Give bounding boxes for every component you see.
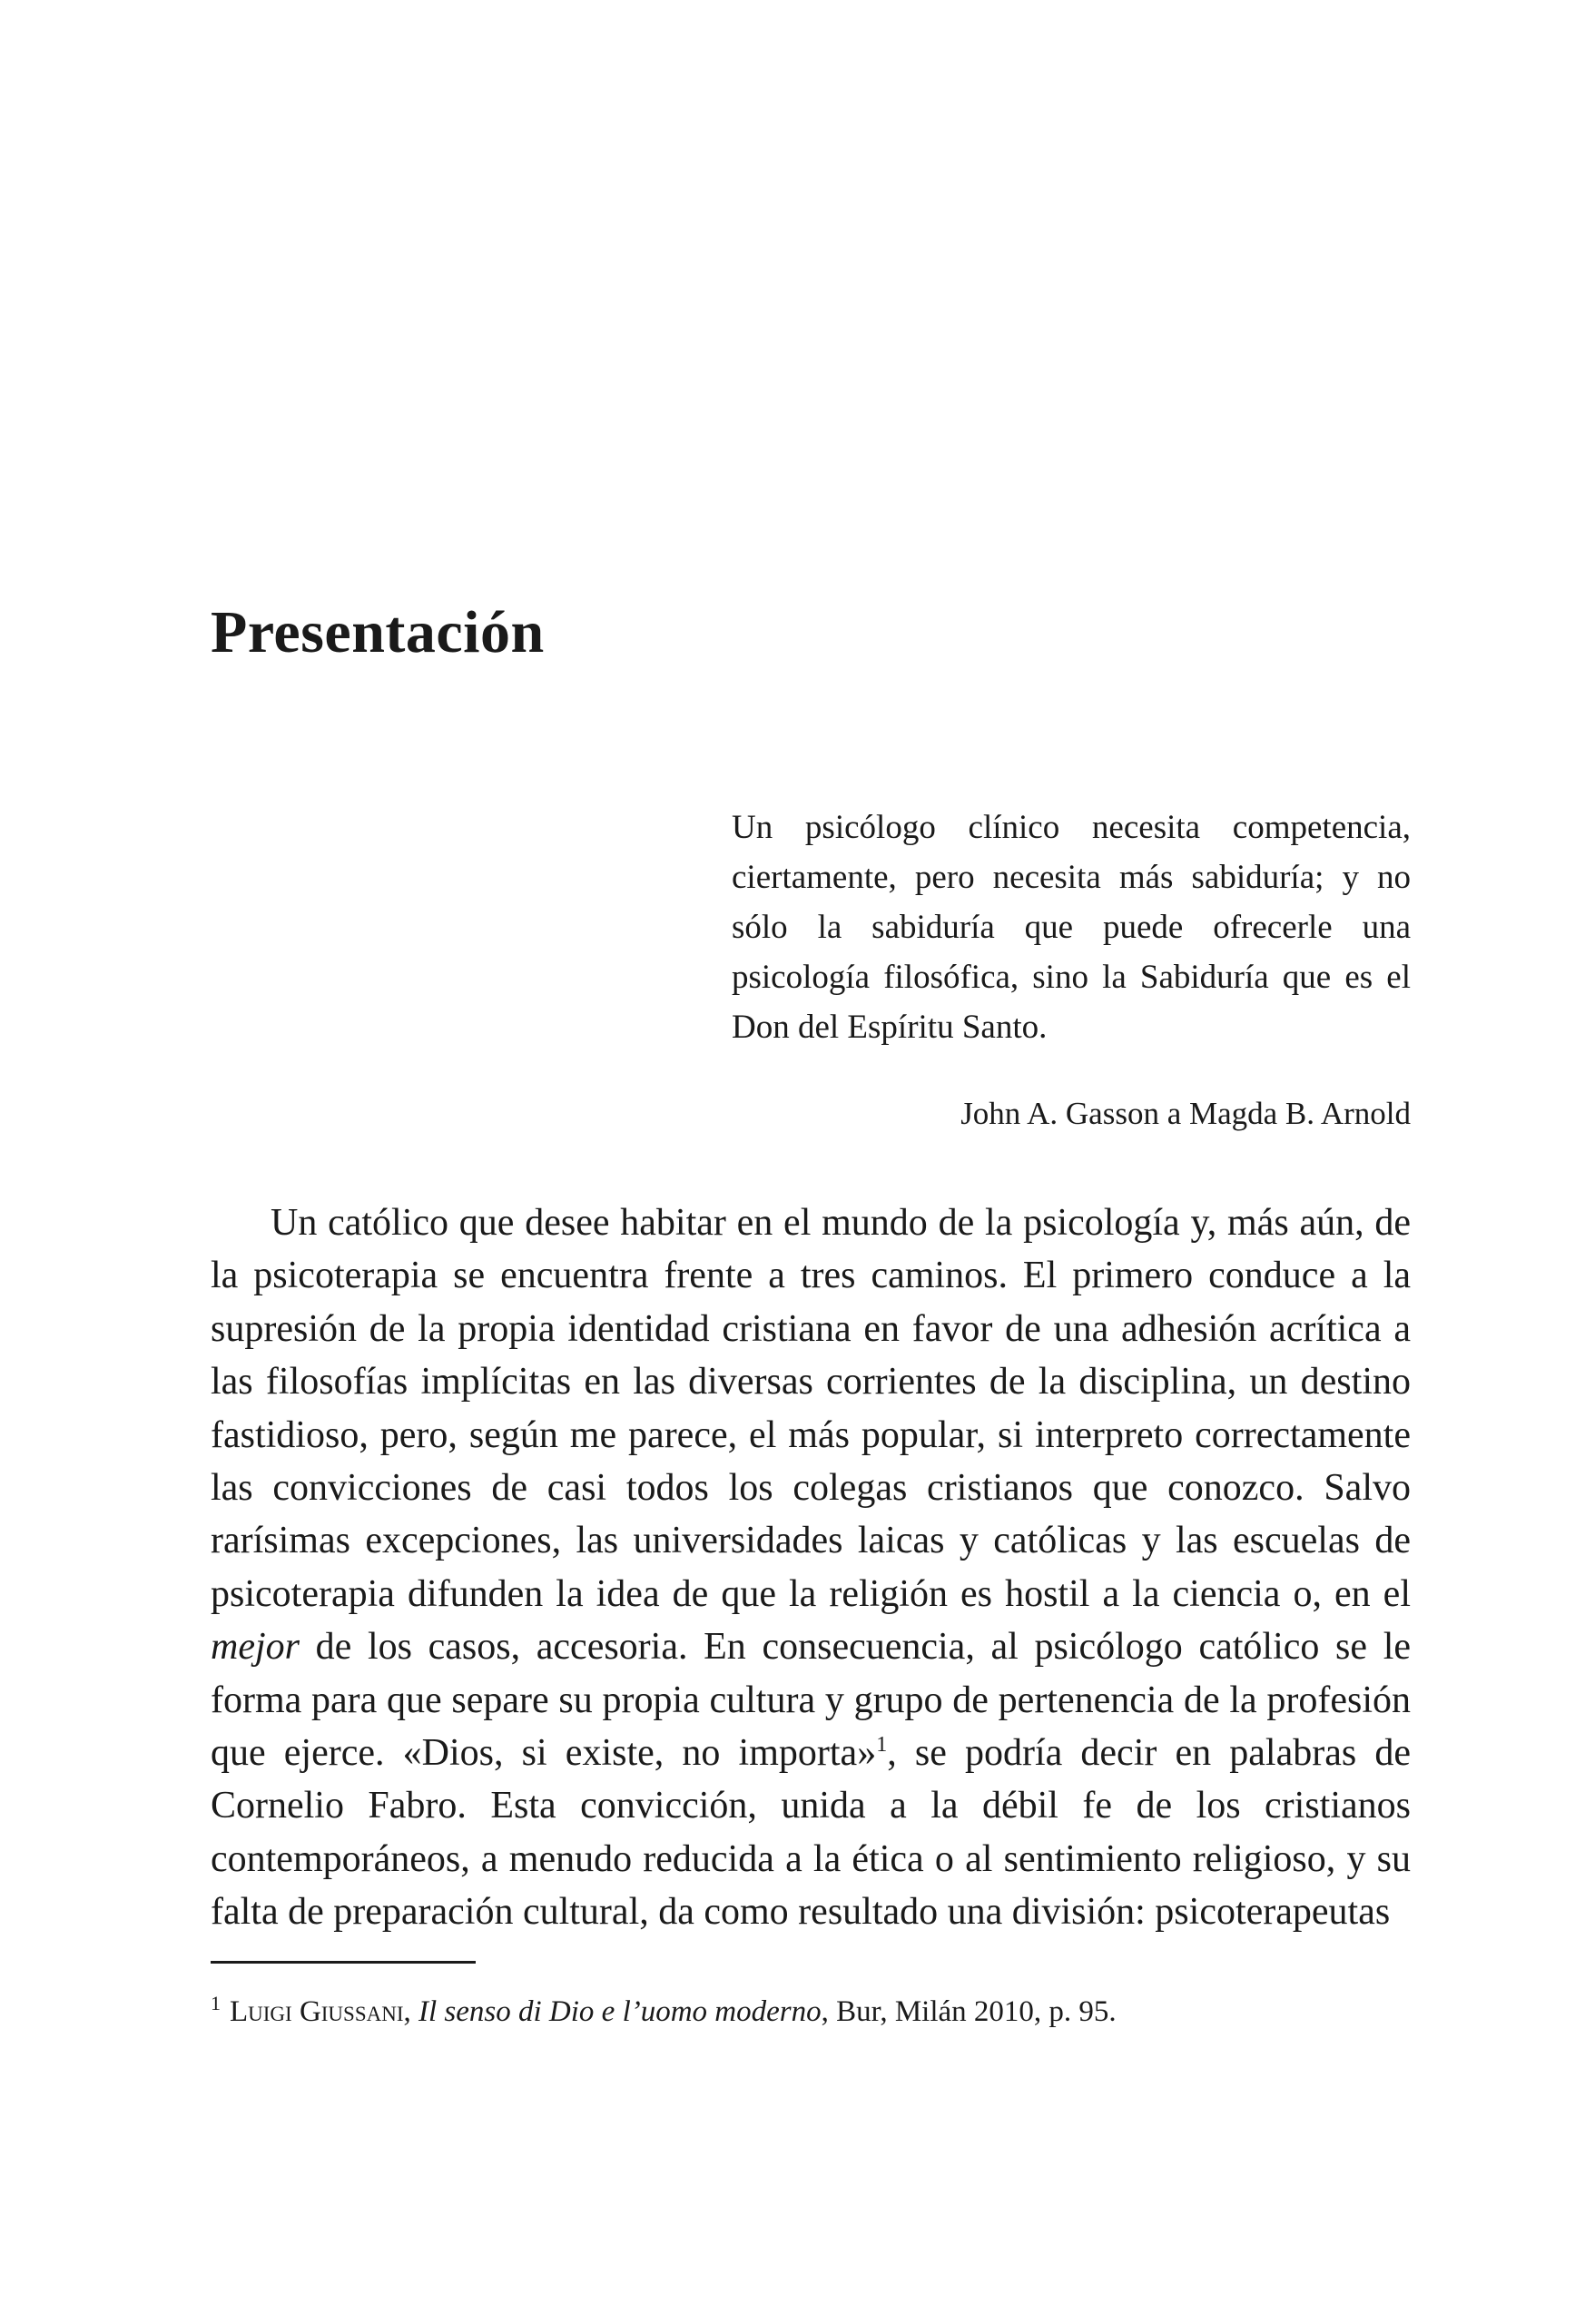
footnote bbox=[211, 1992, 1411, 2032]
footnote-work-title: Il senso di Dio e l’uomo moderno bbox=[418, 1995, 822, 2028]
body-text-part3: , se podría decir en palabras de Cornelio Fabro. Esta convicción, unida a la débil fe de los cristianos contemporáneos, a menudo reducida a la ética o al sentimiento religioso, y su falta de preparación cultural, da como resultado una división: psicoterapeutas bbox=[211, 1732, 1411, 1934]
body-paragraph bbox=[211, 1196, 1411, 1939]
footnote-details: , Bur, Milán 2010, p. 95. bbox=[821, 1995, 1117, 2028]
body-text-part2: de los casos, accesoria. En consecuencia, al psicólogo católico se le forma para que separe su propia cultura y grupo de pertenencia de la profesión que ejerce. «Dios, si existe, no importa» bbox=[211, 1626, 1411, 1775]
footnote-author-separator: , bbox=[403, 1995, 419, 2028]
footnote-author: Luigi Giussani bbox=[230, 1995, 404, 2028]
footnote-number: 1 bbox=[211, 1992, 221, 2014]
footnote-reference: 1 bbox=[876, 1733, 888, 1758]
page-title: Presentación bbox=[211, 599, 545, 665]
body-text-part1: Un católico que desee habitar en el mundo de la psicología y, más aún, de la psicoterapia se encuentra frente a tres caminos. El primero conduce a la supresión de la propia identidad cristiana en favor de una adhesión acrítica a las filosofías implícitas en las diversas corrientes de la disciplina, un destino fastidioso, pero, según me parece, el más popular, si interpreto correctamente las convicciones de casi todos los colegas cristianos que conozco. Salvo rarísimas excepciones, las universidades laicas y católicas y las escuelas de psicoterapia difunden la idea de que la religión es hostil a la ciencia o, en el bbox=[211, 1202, 1411, 1615]
epigraph-quote: Un psicólogo clínico necesita competencia, ciertamente, pero necesita más sabiduría; y no sólo la sabiduría que puede ofrecerle una psicología filosófica, sino la Sabiduría que es el Don del Espíritu Santo. bbox=[732, 809, 1411, 1046]
footnote-separator bbox=[211, 1961, 476, 1964]
body-emphasis: mejor bbox=[211, 1626, 300, 1669]
epigraph-attribution: John A. Gasson a Magda B. Arnold bbox=[960, 1096, 1411, 1131]
